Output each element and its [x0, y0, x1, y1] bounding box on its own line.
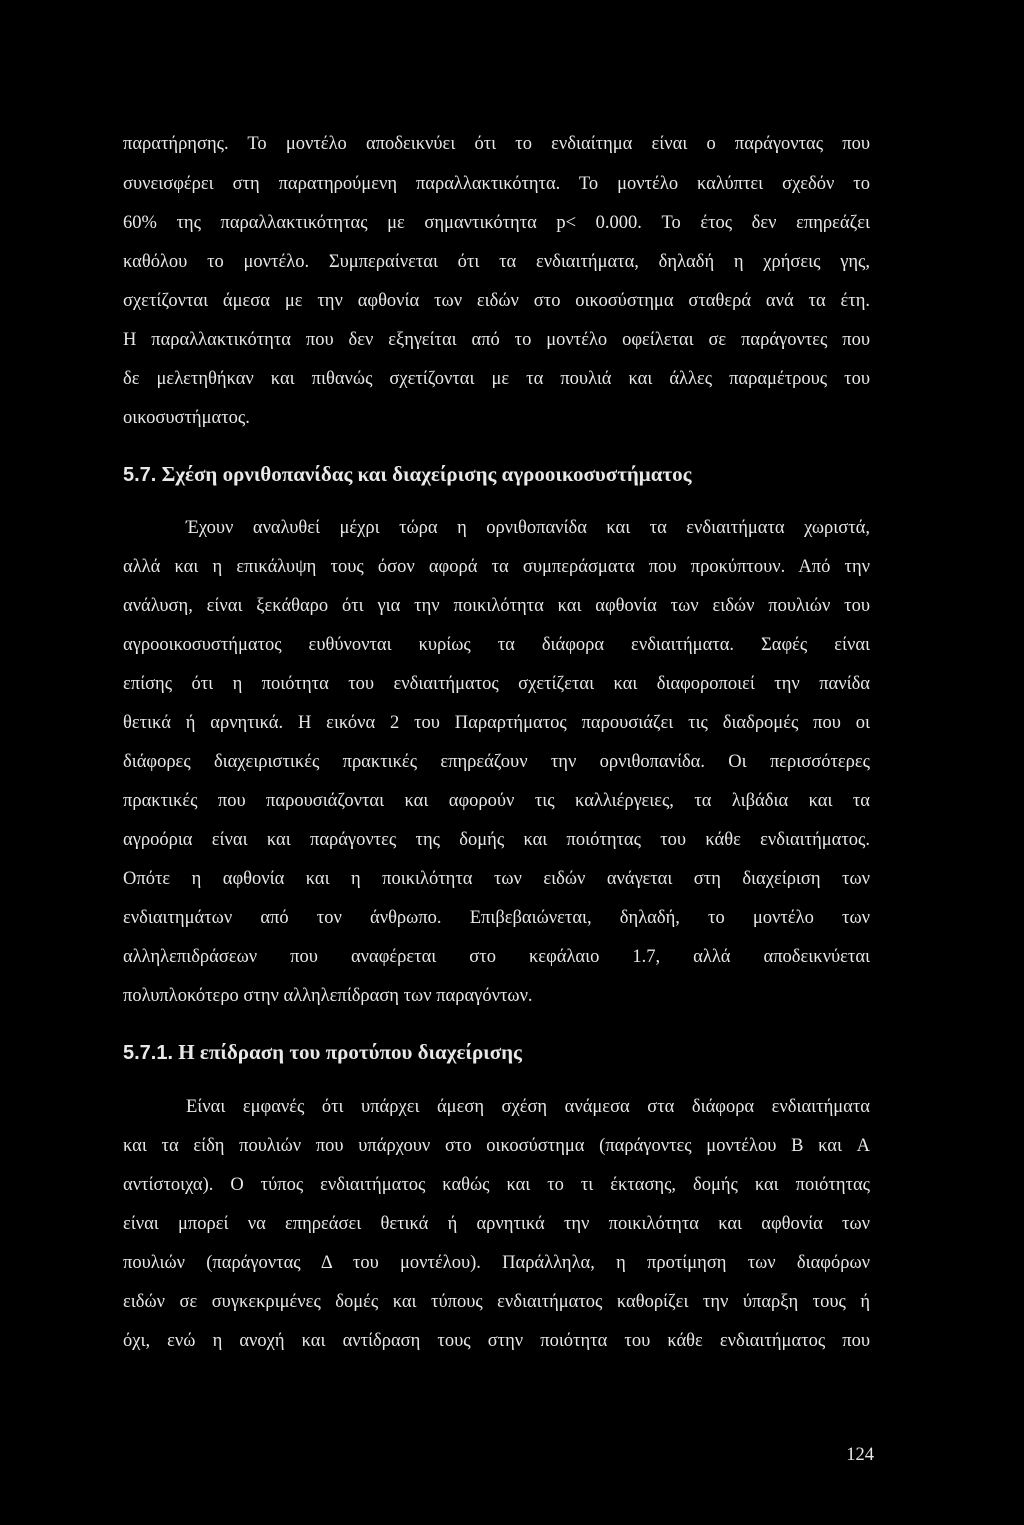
paragraph-line: διάφορες διαχειριστικές πρακτικές επηρεάζουν την ορνιθοπανίδα. Οι περισσότερες [123, 752, 870, 772]
paragraph-line: οικοσυστήματος. [123, 408, 250, 428]
paragraph-line: και τα είδη πουλιών που υπάρχουν στο οικοσύστημα (παράγοντες μοντέλου B και A [123, 1136, 870, 1156]
paragraph-line: αλληλεπιδράσεων που αναφέρεται στο κεφάλαιο 1.7, αλλά αποδεικνύεται [123, 947, 870, 967]
paragraph-line: δε μελετηθήκαν και πιθανώς σχετίζονται με τα πουλιά και άλλες παραμέτρους του [123, 369, 870, 389]
paragraph-line: πουλιών (παράγοντας Δ του μοντέλου). Παράλληλα, η προτίμηση των διαφόρων [123, 1253, 870, 1273]
section-number: 5.7.1. [123, 1042, 174, 1064]
paragraph-line: αντίστοιχα). Ο τύπος ενδιαιτήματος καθώς και το τι έκτασης, δομής και ποιότητας [123, 1175, 870, 1195]
section-title: Η επίδραση του προτύπου διαχείρισης [178, 1040, 522, 1064]
section-heading-5-7-1 [123, 1039, 522, 1066]
paragraph-line: θετικά ή αρνητικά. Η εικόνα 2 του Παραρτήματος παρουσιάζει τις διαδρομές που οι [123, 713, 870, 733]
paragraph-line: είναι μπορεί να επηρεάσει θετικά ή αρνητικά την ποικιλότητα και αφθονία των [123, 1214, 870, 1234]
section-title: Σχέση ορνιθοπανίδας και διαχείρισης αγροοικοσυστήματος [161, 462, 692, 486]
paragraph-line: αγρoόρια είναι και παράγοντες της δομής και ποιότητας του κάθε ενδιαιτήματος. [123, 830, 870, 850]
paragraph-line: ειδών σε συγκεκριμένες δομές και τύπους ενδιαιτήματος καθορίζει την ύπαρξη τους ή [123, 1292, 870, 1312]
paragraph-line: καθόλου το μοντέλο. Συμπεραίνεται ότι τα ενδιαιτήματα, δηλαδή η χρήσεις γης, [123, 252, 870, 272]
paragraph-line: Έχουν αναλυθεί μέχρι τώρα η ορνιθοπανίδα και τα ενδιαιτήματα χωριστά, [186, 518, 870, 538]
paragraph-line: συνεισφέρει στη παρατηρούμενη παραλλακτικότητα. Το μοντέλο καλύπτει σχεδόν το [123, 174, 870, 194]
paragraph-line: Η παραλλακτικότητα που δεν εξηγείται από το μοντέλο οφείλεται σε παράγοντες που [123, 330, 870, 350]
paragraph-line: πολυπλοκότερο στην αλληλεπίδραση των παραγόντων. [123, 986, 533, 1006]
paragraph-line: παρατήρησης. Το μοντέλο αποδεικνύει ότι το ενδιαίτημα είναι ο παράγοντας που [123, 134, 870, 154]
page-number: 124 [846, 1445, 874, 1465]
paragraph-line: 60% της παραλλακτικότητας με σημαντικότητα p< 0.000. Το έτος δεν επηρεάζει [123, 213, 870, 233]
paragraph-line: σχετίζονται άμεσα με την αφθονία των ειδών στο οικοσύστημα σταθερά ανά τα έτη. [123, 291, 870, 311]
paragraph-line: πρακτικές που παρουσιάζονται και αφορούν τις καλλιέργειες, τα λιβάδια και τα [123, 791, 870, 811]
paragraph-line: Είναι εμφανές ότι υπάρχει άμεση σχέση ανάμεσα στα διάφορα ενδιαιτήματα [186, 1097, 870, 1117]
paragraph-line: ανάλυση, είναι ξεκάθαρο ότι για την ποικιλότητα και αφθονία των ειδών πουλιών του [123, 596, 870, 616]
paragraph-line: όχι, ενώ η ανοχή και αντίδραση τους στην ποιότητα του κάθε ενδιαιτήματος που [123, 1331, 870, 1351]
paragraph-line: αγροοικοσυστήματος ευθύνονται κυρίως τα διάφορα ενδιαιτήματα. Σαφές είναι [123, 635, 870, 655]
paragraph-line: αλλά και η επικάλυψη τους όσον αφορά τα συμπεράσματα που προκύπτουν. Από την [123, 557, 870, 577]
paragraph-line: Οπότε η αφθονία και η ποικιλότητα των ειδών ανάγεται στη διαχείριση των [123, 869, 870, 889]
paragraph-line: ενδιαιτημάτων από τον άνθρωπο. Επιβεβαιώνεται, δηλαδή, το μοντέλο των [123, 908, 870, 928]
section-number: 5.7. [123, 464, 157, 486]
section-heading-5-7 [123, 461, 691, 488]
paragraph-line: επίσης ότι η ποιότητα του ενδιαιτήματος σχετίζεται και διαφοροποιεί την πανίδα [123, 674, 870, 694]
